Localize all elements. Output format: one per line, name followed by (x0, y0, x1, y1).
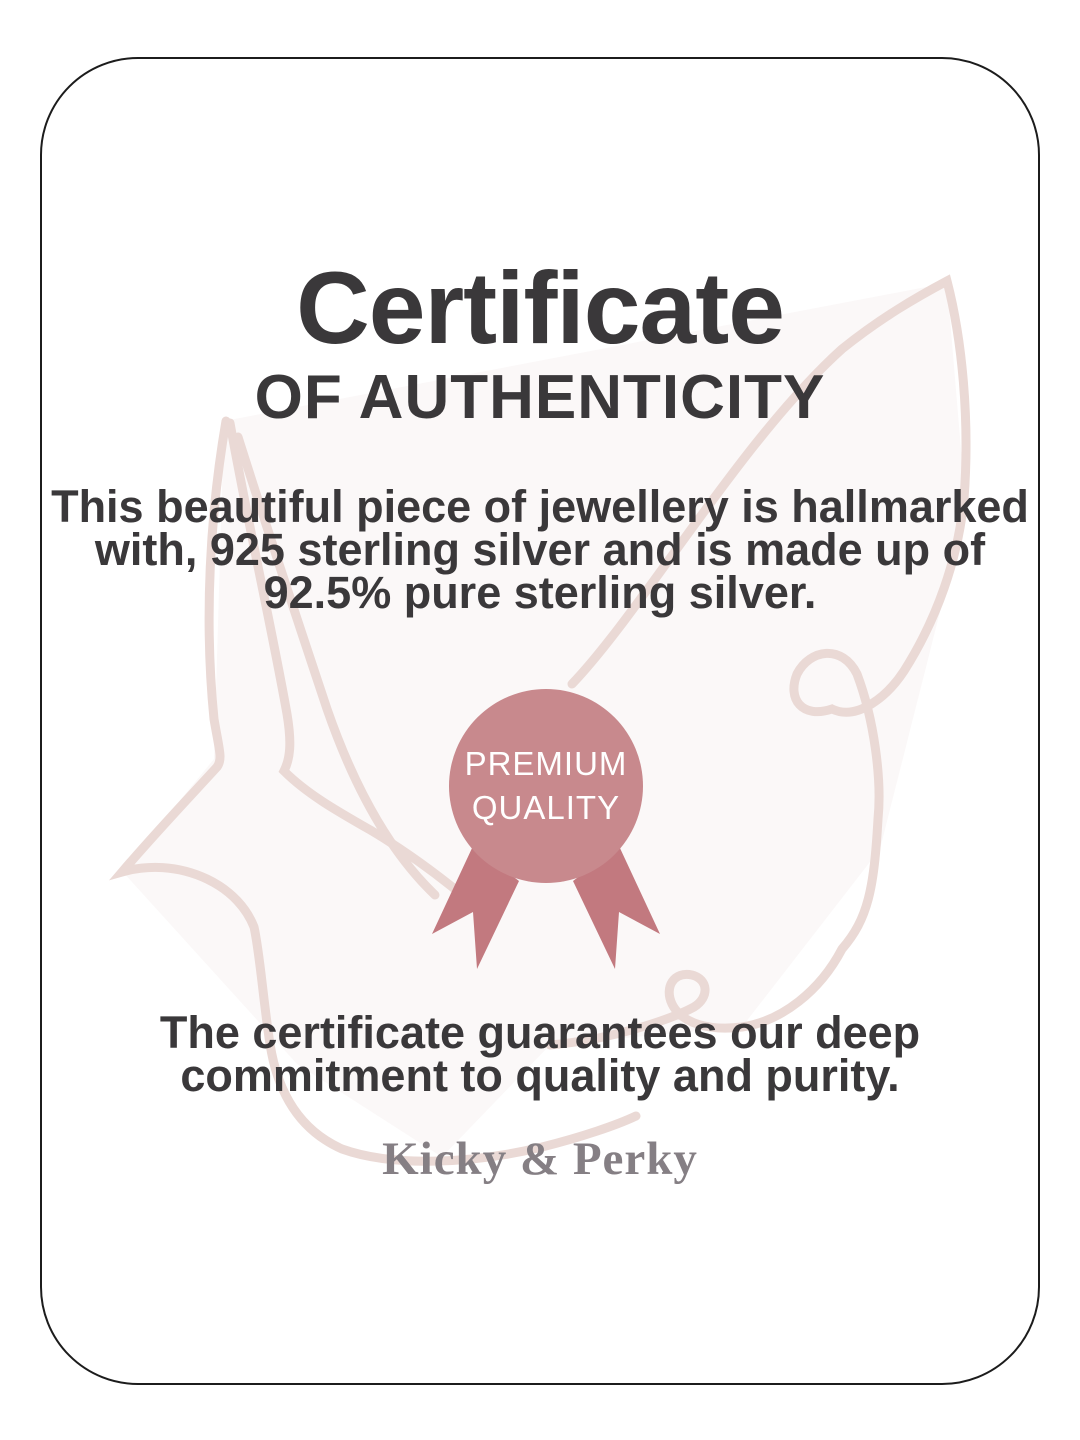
guarantee-line: commitment to quality and purity. (180, 1050, 900, 1101)
badge-line-quality: QUALITY (471, 789, 621, 826)
guarantee-line: The certificate guarantees our deep (159, 1007, 921, 1058)
guarantee-statement (42, 1007, 1038, 1101)
certificate-subtitle: OF AUTHENTICITY (254, 363, 826, 432)
brand-signature: Kicky & Perky (382, 1133, 698, 1185)
description-line: This beautiful piece of jewellery is hallmarked (51, 481, 1029, 532)
premium-quality-badge (421, 681, 671, 981)
description-line: with, 925 sterling silver and is made up of (94, 524, 986, 575)
badge-text (421, 689, 671, 883)
certificate-card (40, 57, 1040, 1385)
certificate-title: Certificate (296, 251, 784, 365)
badge-line-premium: PREMIUM (464, 745, 628, 782)
certificate-description (42, 481, 1038, 618)
description-line: 92.5% pure sterling silver. (263, 567, 817, 618)
